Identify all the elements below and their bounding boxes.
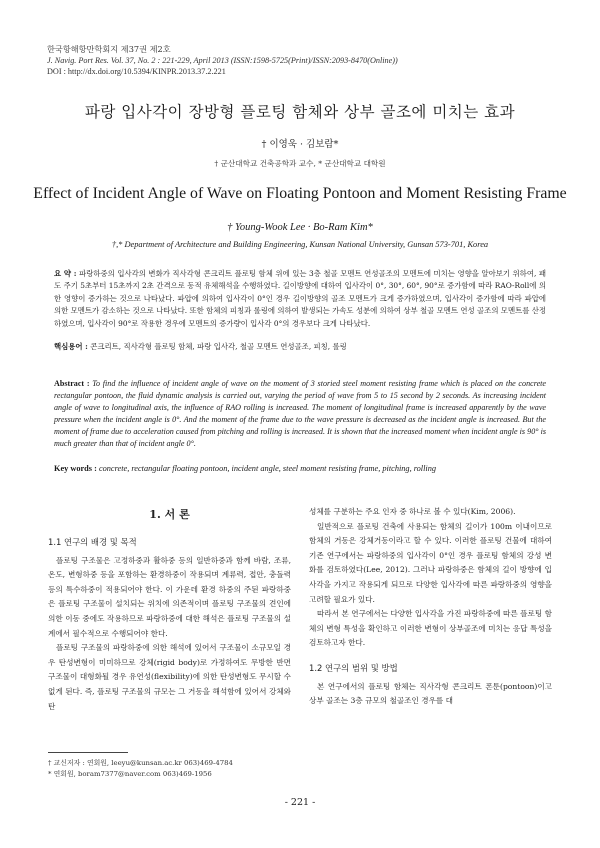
footnote-coauthor: * 연회원, boram7377@naver.com 063)469-1956 <box>48 770 212 778</box>
paragraph: 플로팅 구조물의 파랑하중에 의한 해석에 있어서 구조물이 소규모일 경우 탄성변형이 미미하므로 강체(rigid body)로 가정하여도 무방한 반면 구조물이 대형화될 경우 유연성(flexibility)에 의한 탄성변형도 무시할 수 없게 된다. 즉, 플로팅 구조물의 규모는 그 거동을 해석함에 있어서 강체와 탄 <box>48 643 291 711</box>
abstract-english-label: Abstract : <box>54 379 90 388</box>
title-korean: 파랑 입사각이 장방형 플로팅 함체와 상부 골조에 미치는 효과 <box>84 103 516 121</box>
page-number: - 221 - <box>284 797 316 808</box>
abstract-english-text: To find the influence of incident angle of wave on the moment of 3 storied steel moment resisting frame which is placed on the concrete rectangular pontoon, the fluid dynamic analysis is carried out, varying the period of wave from 5 to 15 second by 2 seconds. As increasing incident angle of wave to longitudinal axis, the influence of RAO rolling is increased. The moment of longitudinal frame is increased apparently by the wave pressure when the incident angle is 0°. And the moment of the frame due to the wave pressure is decreased as the incident angle is increased. But the moment of frame due to acceleration caused from pitching and rolling is increased. It is shown that the increased moment when incident angle is 90° is much greater than that of incident angle 0°. <box>54 379 546 448</box>
keywords-korean-text: 콘크리트, 직사각형 플로팅 함체, 파랑 입사각, 철골 모멘트 연성골조, 피칭, 롤링 <box>90 342 347 351</box>
body-left-column <box>48 505 291 714</box>
footnote-corresponding-author: † 교신저자 : 연회원, leeyu@kunsan.ac.kr 063)469-4784 <box>48 759 233 767</box>
section-title-introduction: 1. 서 론 <box>149 508 190 521</box>
keywords-english-label: Key words : <box>54 464 97 473</box>
affiliation-korean: † 군산대학교 건축공학과 교수, * 군산대학교 대학원 <box>214 159 386 168</box>
keywords-english-text: concrete, rectangular floating pontoon, incident angle, steel moment resisting frame, pitching, rolling <box>98 464 437 473</box>
journal-name: 한국항해항만학회지 제37권 제2호 <box>47 44 171 54</box>
doi: DOI : http://dx.doi.org/10.5394/KINPR.2013.37.2.221 <box>47 67 226 76</box>
keywords-english <box>54 463 546 475</box>
paragraph: 성체를 구분하는 주요 인자 중 하나로 볼 수 있다(Kim, 2006). <box>309 507 516 516</box>
abstract-korean-text: 파랑하중의 입사각의 변화가 직사각형 콘크리트 플로팅 함체 위에 있는 3층 철골 모멘트 연성골조의 모멘트에 미치는 영향을 알아보기 위하여, 패도 주기 5초부터 15초까지 2초 간격으로 동적 유체해석을 수행하였다. 길이방향에 대하여 입사각이 0°, 30°, 60°, 90°로 증가함에 따라 RAO-Roll에 의한 영향이 증가하는 것으로 나타났다. 파압에 의하여 입사각이 0°인 경우 길이방향의 골조 모멘트가 크게 증가하였으며, 입사각이 증가함에 따라 파압에 의한 모멘트가 감소하는 것으로 나타났다. 또한 함체의 피칭과 롤링에 의하여 발생되는 가속도 성분에 의하여 상부 철골 모멘트 연성 골조의 모멘트를 산정하였으며, 입사각이 90°로 작용한 경우에 모멘트의 증가량이 입사각 0°의 경우보다 크게 나타났다. <box>54 269 546 328</box>
footnote-divider <box>48 752 128 753</box>
abstract-english <box>54 378 546 450</box>
paragraph: 따라서 본 연구에서는 다양한 입사각을 가진 파랑하중에 따른 플로팅 함체의 변형 특성을 확인하고 이러한 변형이 상부골조에 미치는 응답 특성을 검토하고자 한다. <box>309 609 552 648</box>
journal-header <box>47 44 398 77</box>
subsection-title-background: 1.1 연구의 배경 및 목적 <box>48 537 137 547</box>
abstract-korean <box>54 268 546 330</box>
body-right-column <box>309 505 552 709</box>
authors-korean: † 이영욱 · 김보람* <box>261 139 339 150</box>
citation: J. Navig. Port Res. Vol. 37, No. 2 : 221-229, April 2013 (ISSN:1598-5725(Print)/ISSN:2093-8470(Online)) <box>47 56 398 65</box>
paragraph: 본 연구에서의 플로팅 함체는 직사각형 콘크리트 폰툰(pontoon)이고 상부 골조는 3층 규모의 철골조인 경우를 대 <box>309 681 552 706</box>
subsection-title-scope: 1.2 연구의 범위 및 방법 <box>309 662 398 673</box>
paragraph: 일반적으로 플로팅 건축에 사용되는 함체의 길이가 100m 이내이므로 함체의 거동은 강체거동이라고 할 수 있다. 이러한 플로팅 건물에 대하여 기존 연구에서는 파랑하중의 입사각이 0°인 경우 플로팅 함체의 강성 변화를 검토하였다(Lee, 2012). 그러나 파랑하중은 함체의 길이 방향에 입사각을 가지고 작용되게 되므로 다양한 입사각에 따른 파랑하중의 영향을 고려할 필요가 있다. <box>309 521 552 604</box>
keywords-korean-label: 핵심용어 : <box>54 342 88 351</box>
affiliation-english: †,* Department of Architecture and Building Engineering, Kunsan National University, Gunsan 573-701, Korea <box>111 240 489 249</box>
title-english: Effect of Incident Angle of Wave on Floating Pontoon and Moment Resisting Frame <box>33 185 567 202</box>
footnotes <box>48 758 233 780</box>
authors-english: † Young-Wook Lee · Bo-Ram Kim* <box>227 222 373 233</box>
abstract-korean-label: 요 약 : <box>54 269 77 278</box>
paragraph: 플로팅 구조물은 고정하중과 활하중 등의 일반하중과 함께 바람, 조류, 온도, 변형하중 등을 포함하는 환경하중이 작용되며 계류력, 접안, 충돌력 등의 특수하중이 적용되어야 한다. 이 가운데 환경 하중의 주된 파랑하중은 플로팅 구조물이 설치되는 위치에 의존적이며 플로팅 구조물의 견인에 의한 이동 중에도 작용하므로 파랑하중에 대한 해석은 플로팅 구조물의 설계에서 필수적으로 수행되어야 한다. <box>48 555 291 638</box>
keywords-korean <box>54 341 546 353</box>
